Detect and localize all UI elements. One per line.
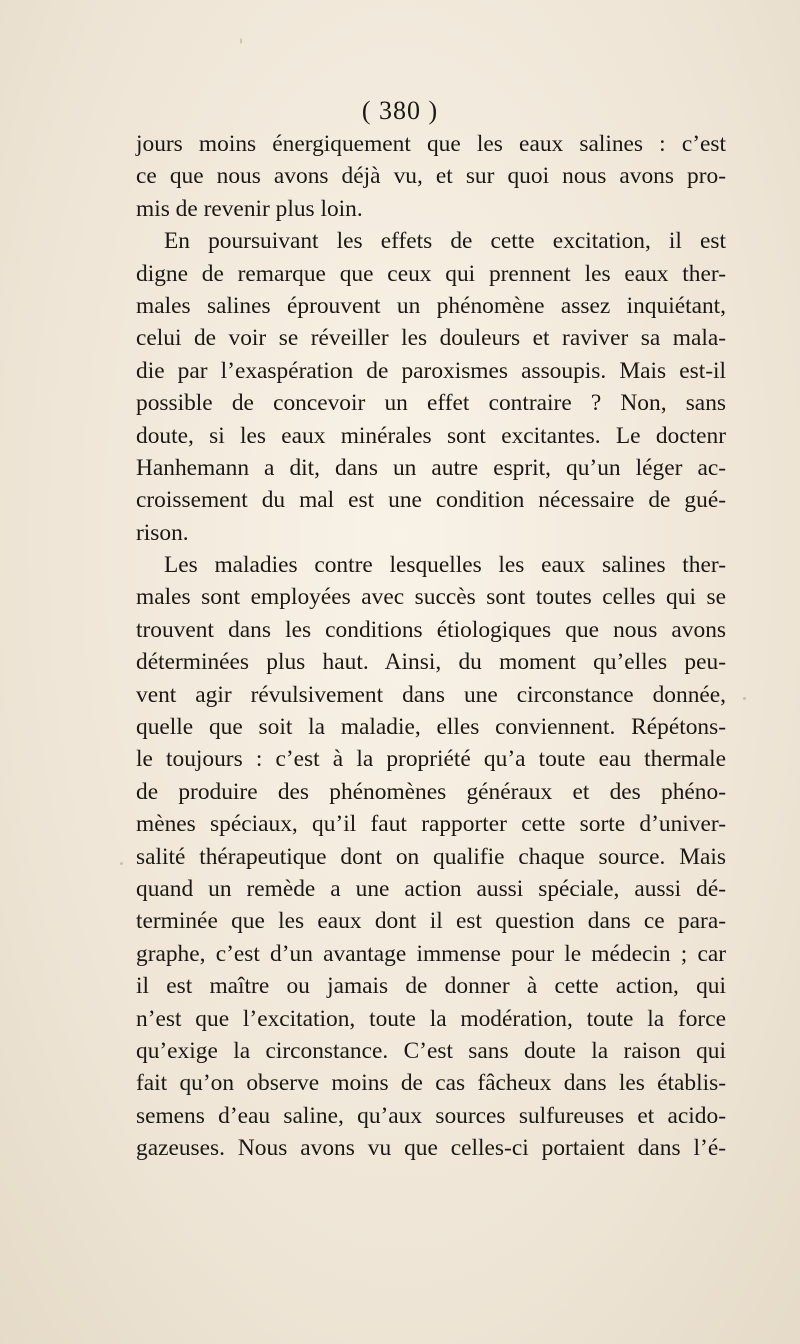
text-line: semens d’eau saline, qu’aux sources sulfureuses et acido- xyxy=(136,1102,726,1129)
text-line: doute, si les eaux minérales sont excitantes. Le doctenr xyxy=(136,422,726,449)
paper-speck xyxy=(240,38,242,44)
text-line: Hanhemann a dit, dans un autre esprit, qu’un léger ac- xyxy=(136,454,726,481)
body-text xyxy=(136,128,726,1165)
text-line: qu’exige la circonstance. C’est sans doute la raison qui xyxy=(136,1037,726,1064)
text-line: de produire des phénomènes généraux et des phéno- xyxy=(136,778,726,805)
text-line: croissement du mal est une condition nécessaire de gué- xyxy=(136,487,726,514)
text-line: die par l’exaspération de paroxismes assoupis. Mais est-il xyxy=(136,357,726,384)
text-line: le toujours : c’est à la propriété qu’a toute eau thermale xyxy=(136,746,726,773)
text-line: salité thérapeutique dont on qualifie chaque source. Mais xyxy=(136,843,726,870)
paper-speck xyxy=(120,862,123,865)
text-line: gazeuses. Nous avons vu que celles-ci portaient dans l’é- xyxy=(136,1135,726,1162)
text-line: Les maladies contre lesquelles les eaux salines ther- xyxy=(164,552,726,579)
text-line: mènes spéciaux, qu’il faut rapporter cette sorte d’univer- xyxy=(136,811,726,838)
text-line: fait qu’on observe moins de cas fâcheux dans les établis- xyxy=(136,1070,726,1097)
text-line: possible de concevoir un effet contraire ? Non, sans xyxy=(136,390,726,417)
text-line: digne de remarque que ceux qui prennent les eaux ther- xyxy=(136,260,726,287)
text-line: ce que nous avons déjà vu, et sur quoi nous avons pro- xyxy=(136,163,726,190)
text-line: jours moins énergiquement que les eaux salines : c’est xyxy=(136,131,726,157)
text-line: quand un remède a une action aussi spéciale, aussi dé- xyxy=(136,875,726,902)
text-line: déterminées plus haut. Ainsi, du moment qu’elles peu- xyxy=(136,649,726,676)
text-line: quelle que soit la maladie, elles conviennent. Répétons- xyxy=(136,714,726,741)
text-line: terminée que les eaux dont il est question dans ce para- xyxy=(136,908,726,935)
text-line: males salines éprouvent un phénomène assez inquiétant, xyxy=(136,292,726,319)
text-line: graphe, c’est d’un avantage immense pour le médecin ; car xyxy=(136,940,726,967)
text-line: En poursuivant les effets de cette excitation, il est xyxy=(164,228,726,255)
text-line: males sont employées avec succès sont toutes celles qui se xyxy=(136,584,726,611)
page-number: ( 380 ) xyxy=(361,96,439,125)
text-line: rison. xyxy=(136,519,189,546)
text-line: n’est que l’excitation, toute la modération, toute la force xyxy=(136,1005,726,1032)
paper-speck xyxy=(743,697,746,700)
text-line: vent agir révulsivement dans une circonstance donnée, xyxy=(136,681,726,708)
text-line: il est maître ou jamais de donner à cette action, qui xyxy=(136,973,726,1000)
text-line: trouvent dans les conditions étiologiques que nous avons xyxy=(136,616,726,643)
text-line: celui de voir se réveiller les douleurs et raviver sa mala- xyxy=(136,325,726,352)
text-line: mis de revenir plus loin. xyxy=(136,195,363,222)
